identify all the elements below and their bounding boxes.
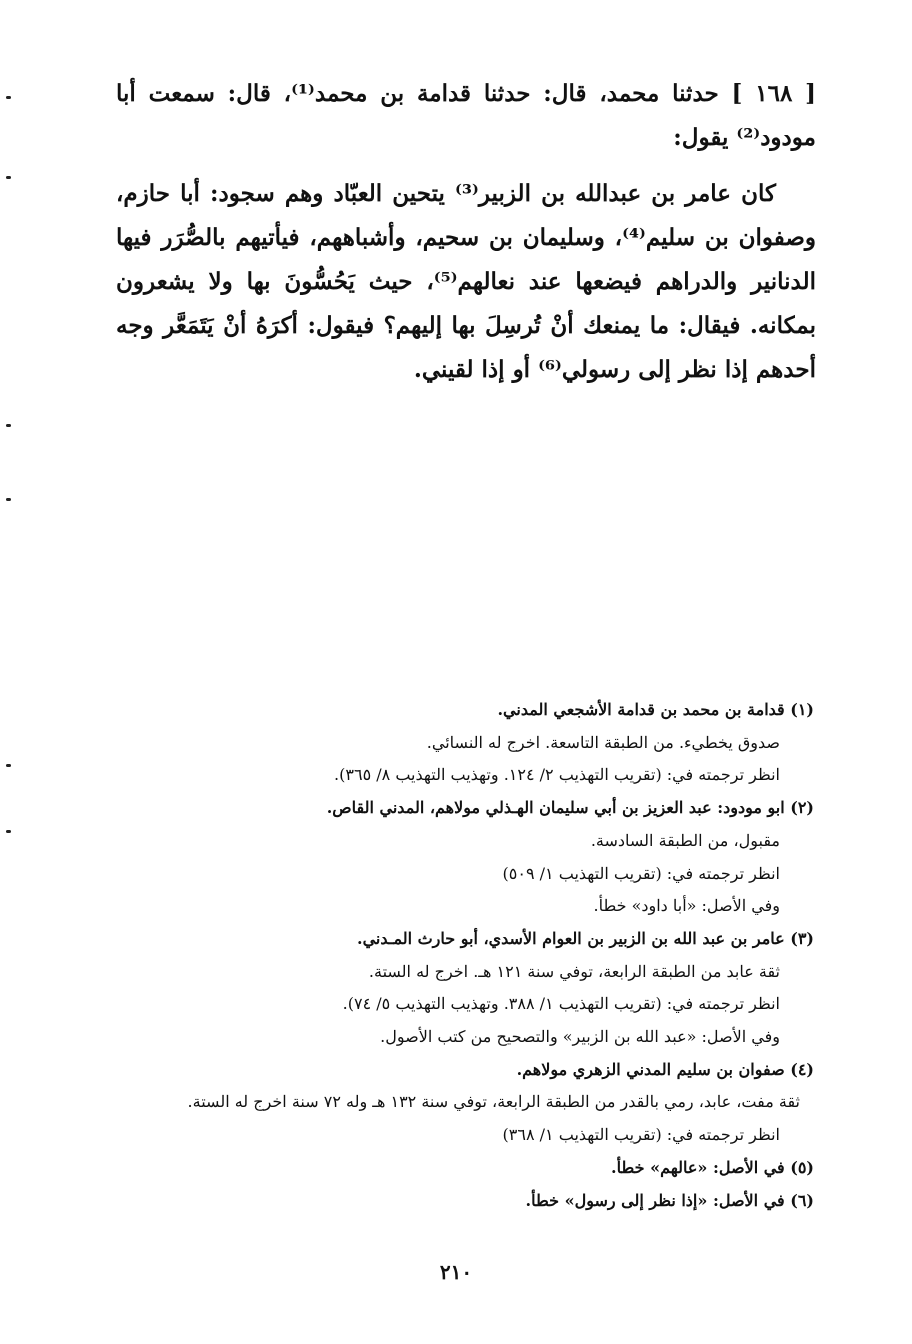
footnote-3-line: وفي الأصل: «عبد الله بن الزبير» والتصحيح من كتب الأصول.: [380, 1027, 780, 1047]
footnote-3-head: (٣) عامر بن عبد الله بن الزبير بن العوام الأسدي، أبو حارث المـدني.: [357, 928, 814, 948]
footnote-2-line: وفي الأصل: «أبا داود» خطأ.: [593, 896, 780, 916]
scan-speck: [6, 424, 11, 427]
footnote-2-line: مقبول، من الطبقة السادسة.: [590, 830, 780, 850]
footnote-3-line: انظر ترجمته في: (تقريب التهذيب ١/ ٣٨٨. وتهذيب التهذيب ٥/ ٧٤).: [342, 994, 780, 1014]
footnote-4-head: (٤) صفوان بن سليم المدني الزهري مولاهم.: [516, 1059, 814, 1079]
scan-speck: [6, 96, 11, 99]
scan-speck: [6, 176, 11, 179]
hadith-matn: كان عامر بن عبدالله بن الزبير⁽³⁾ يتحين العبّاد وهم سجود: أبا حازم، وصفوان بن سليم⁽⁴⁾، وسليمان بن سحيم، وأشباههم، فيأتيهم بالصُّرَر فيها الدنانير والدراهم فيضعها عند نعالهم⁽⁵⁾، حيث يَحُسُّونَ بها ولا يشعرون بمكانه. فيقال: ما يمنعك أنْ تُرسِلَ بها إليهم؟ فيقول: أكرَهُ أنْ يَتَمَعَّر وجه أحدهم إذا نظر إلى رسولي⁽⁶⁾ أو إذا لقيني.: [116, 180, 817, 383]
footnote-4-line: ثقة مفت، عابد، رمي بالقدر من الطبقة الرابعة، توفي سنة ١٣٢ هـ وله ٧٢ سنة اخرج له الستة.: [187, 1092, 800, 1112]
footnote-3-line: ثقة عابد من الطبقة الرابعة، توفي سنة ١٢١ هـ. اخرج له الستة.: [368, 961, 780, 981]
footnote-2-line: انظر ترجمته في: (تقريب التهذيب ١/ ٥٠٩): [502, 863, 780, 883]
footnote-1-line: انظر ترجمته في: (تقريب التهذيب ٢/ ١٢٤. وتهذيب التهذيب ٨/ ٣٦٥).: [334, 765, 780, 785]
main-text-block: [116, 72, 816, 392]
footnote-5-head: (٥) في الأصل: «عالهم» خطأ.: [611, 1157, 814, 1177]
scan-speck: [6, 830, 11, 833]
scan-speck: [6, 764, 11, 767]
footnote-2-head: (٢) ابو مودود: عبد العزيز بن أبي سليمان الهـذلي مولاهم، المدني القاص.: [326, 798, 814, 818]
footnote-1-head: (١) قدامة بن محمد بن قدامة الأشجعي المدني.: [497, 700, 814, 719]
footnote-6-head: (٦) في الأصل: «إذا نظر إلى رسول» خطأ.: [525, 1190, 814, 1210]
footnote-4-line: انظر ترجمته في: (تقريب التهذيب ١/ ٣٦٨): [502, 1125, 780, 1145]
hadith-isnad: [ ١٦٨ ] حدثنا محمد، قال: حدثنا قدامة بن محمد⁽¹⁾، قال: سمعت أبا مودود⁽²⁾ يقول:: [116, 80, 816, 151]
footnote-1-line: صدوق يخطيء. من الطبقة التاسعة. اخرج له النسائي.: [426, 732, 780, 752]
page-number: ٢١٠: [439, 1260, 473, 1284]
footnotes: [114, 694, 814, 1217]
scan-speck: [6, 498, 11, 501]
